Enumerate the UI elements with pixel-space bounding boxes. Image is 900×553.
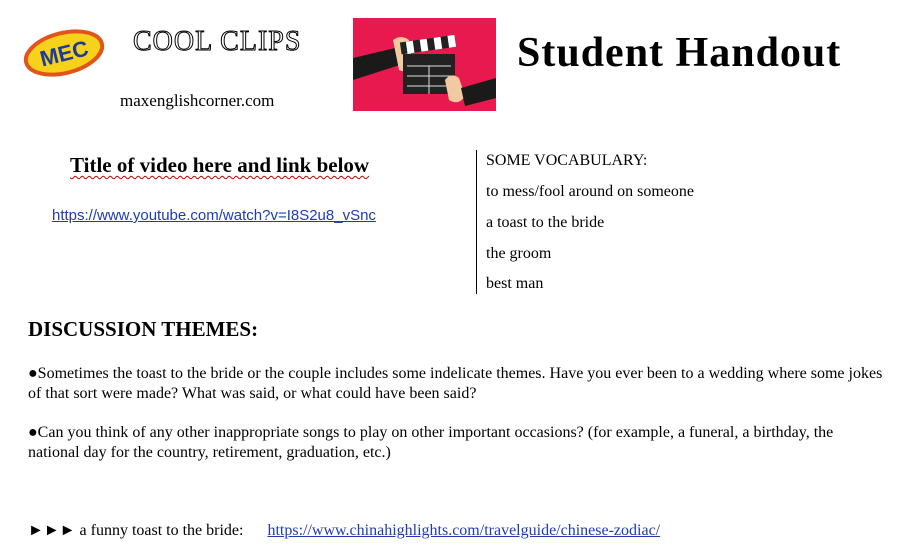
page-title: Student Handout xyxy=(517,30,842,76)
vocab-item: the groom xyxy=(486,245,552,262)
vocab-heading: SOME VOCABULARY: xyxy=(486,152,648,169)
vocab-divider xyxy=(476,150,477,294)
vocab-item: best man xyxy=(486,275,544,292)
vocab-item: a toast to the bride xyxy=(486,214,605,231)
clapperboard-image xyxy=(353,18,496,111)
vocab-item: to mess/fool around on someone xyxy=(486,183,694,200)
discussion-paragraph: ●Sometimes the toast to the bride or the couple includes some indelicate themes. Have you ever been to a wedding where some jokes of that sort were made? What was said, or what could have been said? xyxy=(28,365,883,402)
discussion-heading: DISCUSSION THEMES: xyxy=(28,317,259,341)
footer-lead: ►►► a funny toast to the bride: xyxy=(28,522,244,539)
discussion-paragraph: ●Can you think of any other inappropriate songs to play on other important occasions? (for example, a funeral, a birthday, the national day for the country, retirement, graduation, etc.) xyxy=(28,424,834,461)
site-url: maxenglishcorner.com xyxy=(120,91,275,110)
footer-line xyxy=(28,522,660,540)
footer-link[interactable]: https://www.chinahighlights.com/travelguide/chinese-zodiac/ xyxy=(267,522,661,539)
logo-text: MEC xyxy=(37,35,91,72)
video-title: Title of video here and link below xyxy=(70,153,370,177)
brand-name: COOL CLIPS xyxy=(133,26,302,57)
clapperboard-icon xyxy=(353,18,496,111)
video-link[interactable]: https://www.youtube.com/watch?v=I8S2u8_vSnc xyxy=(52,207,376,224)
mec-logo xyxy=(22,27,106,79)
